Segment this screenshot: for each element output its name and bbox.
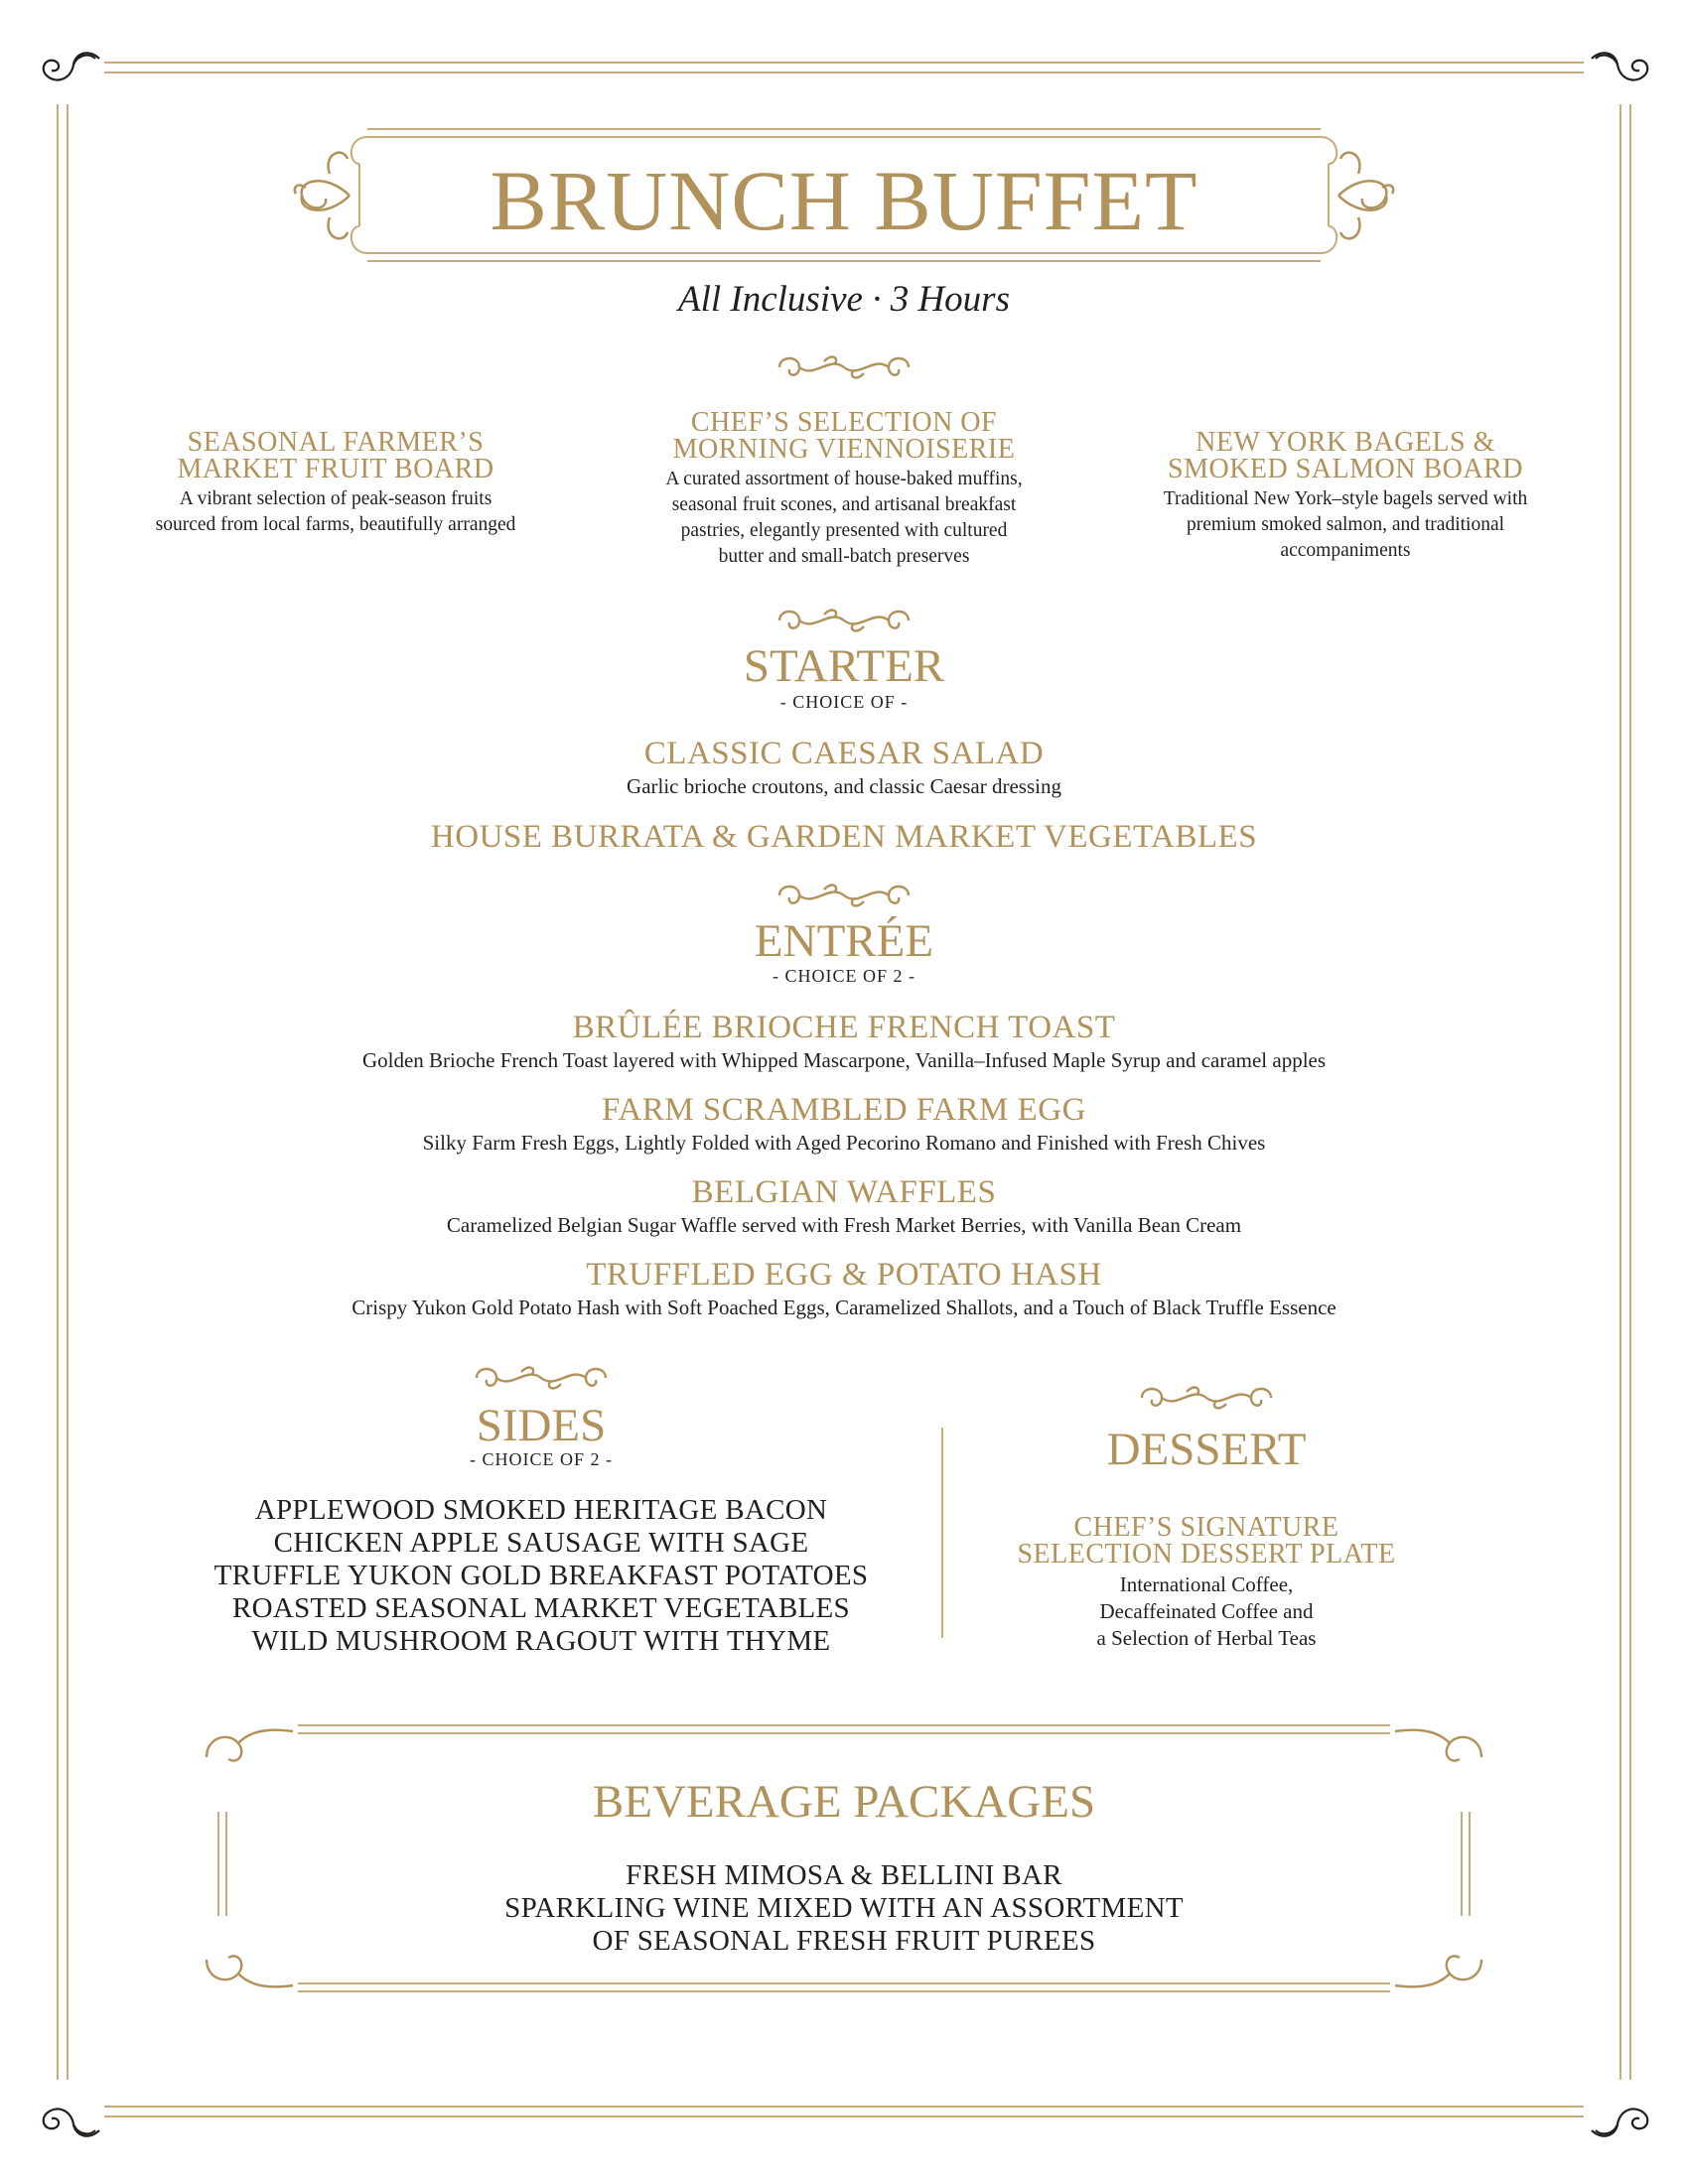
beverage-list [0, 1859, 1688, 1958]
board-title-line: SMOKED SALMON BOARD [1168, 454, 1523, 484]
entree-title: ENTRÉE [754, 915, 934, 967]
board-title [606, 409, 1082, 463]
board-title-line: MORNING VIENNOISERIE [672, 434, 1016, 465]
flourish-ornament-icon [770, 349, 918, 385]
beverage-line: SPARKLING WINE MIXED WITH AN ASSORTMENT [504, 1892, 1184, 1924]
board-title [117, 429, 554, 482]
sides-list [144, 1494, 938, 1658]
board-title-line: NEW YORK BAGELS & [1196, 427, 1495, 458]
board-desc-line: pastries, elegantly presented with cultured [680, 520, 1008, 541]
board-desc-line: sourced from local farms, beautifully arranged [155, 514, 516, 535]
entree-choice: - CHOICE OF 2 - [773, 966, 915, 986]
dessert-title: DESSERT [1106, 1424, 1307, 1475]
dessert-desc-line: a Selection of Herbal Teas [1096, 1626, 1317, 1650]
board-title-line: CHEF’S SELECTION OF [690, 407, 998, 438]
board-desc-line: A vibrant selection of peak-season fruits [179, 488, 492, 509]
board-desc-line: seasonal fruit scones, and artisanal breakfast [671, 494, 1017, 515]
column-divider [941, 1428, 943, 1638]
board-title-line: MARKET FRUIT BOARD [177, 454, 494, 484]
board-desc [606, 467, 1082, 570]
board-desc-line: accompaniments [1280, 540, 1411, 561]
entree-item-name: BRÛLÉE BRIOCHE FRENCH TOAST [572, 1010, 1116, 1045]
corner-swirl-icon [38, 45, 107, 104]
sides-list-item: ROASTED SEASONAL MARKET VEGETABLES [231, 1592, 850, 1624]
board-desc-line: premium smoked salmon, and traditional [1186, 514, 1505, 535]
flourish-ornament-icon [1132, 1380, 1281, 1416]
board-desc [117, 486, 554, 538]
entree-item-desc: Golden Brioche French Toast layered with Whipped Mascarpone, Vanilla–Infused Maple Syrup and caramel apples [361, 1048, 1327, 1072]
dessert-title-line: CHEF’S SIGNATURE [1073, 1512, 1339, 1543]
entree-item-desc: Silky Farm Fresh Eggs, Lightly Folded with Aged Pecorino Romano and Finished with Fresh Chives [422, 1131, 1266, 1155]
flourish-ornament-icon [770, 603, 918, 638]
sides-title: SIDES [476, 1400, 607, 1451]
flourish-ornament-icon [770, 878, 918, 913]
board-desc-line: A curated assortment of house-baked muffins, [665, 469, 1023, 489]
sides-choice: - CHOICE OF 2 - [470, 1449, 613, 1469]
dessert-desc [993, 1571, 1420, 1652]
board-desc-line: butter and small-batch preserves [718, 546, 970, 567]
board-fruit [117, 429, 554, 538]
starter-item-name: CLASSIC CAESAR SALAD [643, 736, 1045, 771]
dessert-title-line: SELECTION DESSERT PLATE [1017, 1539, 1396, 1570]
corner-swirl-icon [1584, 2085, 1653, 2144]
beverage-line: FRESH MIMOSA & BELLINI BAR [626, 1859, 1062, 1891]
entree-item-name: FARM SCRAMBLED FARM EGG [602, 1092, 1086, 1128]
sides-list-item: APPLEWOOD SMOKED HERITAGE BACON [254, 1494, 828, 1526]
flourish-ornament-icon [467, 1360, 616, 1396]
board-bagels [1122, 429, 1569, 564]
starter-choice: - CHOICE OF - [779, 692, 909, 712]
starter-item-name: HOUSE BURRATA & GARDEN MARKET VEGETABLES [430, 819, 1258, 855]
board-title-line: SEASONAL FARMER’S [187, 427, 485, 458]
entree-item-desc: Crispy Yukon Gold Potato Hash with Soft Poached Eggs, Caramelized Shallots, and a Touch of Black Truffle Essence [352, 1296, 1336, 1319]
board-viennoiserie [606, 409, 1082, 570]
dessert-item [993, 1514, 1420, 1652]
starter-item-desc: Garlic brioche croutons, and classic Caesar dressing [627, 774, 1061, 798]
dessert-item-title [993, 1514, 1420, 1568]
beverage-line: OF SEASONAL FRESH FRUIT PUREES [592, 1925, 1096, 1957]
page-title: BRUNCH BUFFET [490, 153, 1198, 248]
board-desc-line: Traditional New York–style bagels served with [1163, 488, 1528, 509]
dessert-desc-line: International Coffee, [1119, 1572, 1294, 1596]
corner-swirl-icon [1584, 45, 1653, 104]
page-subtitle: All Inclusive · 3 Hours [678, 279, 1010, 320]
entree-item-name: TRUFFLED EGG & POTATO HASH [586, 1257, 1102, 1293]
sides-list-item: CHICKEN APPLE SAUSAGE WITH SAGE [273, 1527, 809, 1559]
corner-swirl-icon [38, 2085, 107, 2144]
sides-list-item: TRUFFLE YUKON GOLD BREAKFAST POTATOES [213, 1560, 869, 1591]
entree-item-name: BELGIAN WAFFLES [691, 1174, 997, 1210]
starter-title: STARTER [743, 640, 945, 692]
board-desc [1122, 486, 1569, 564]
dessert-desc-line: Decaffeinated Coffee and [1099, 1599, 1314, 1623]
sides-list-item: WILD MUSHROOM RAGOUT WITH THYME [251, 1625, 831, 1657]
entree-item-desc: Caramelized Belgian Sugar Waffle served with Fresh Market Berries, with Vanilla Bean Cream [446, 1213, 1242, 1237]
beverage-title: BEVERAGE PACKAGES [592, 1776, 1096, 1828]
board-title [1122, 429, 1569, 482]
